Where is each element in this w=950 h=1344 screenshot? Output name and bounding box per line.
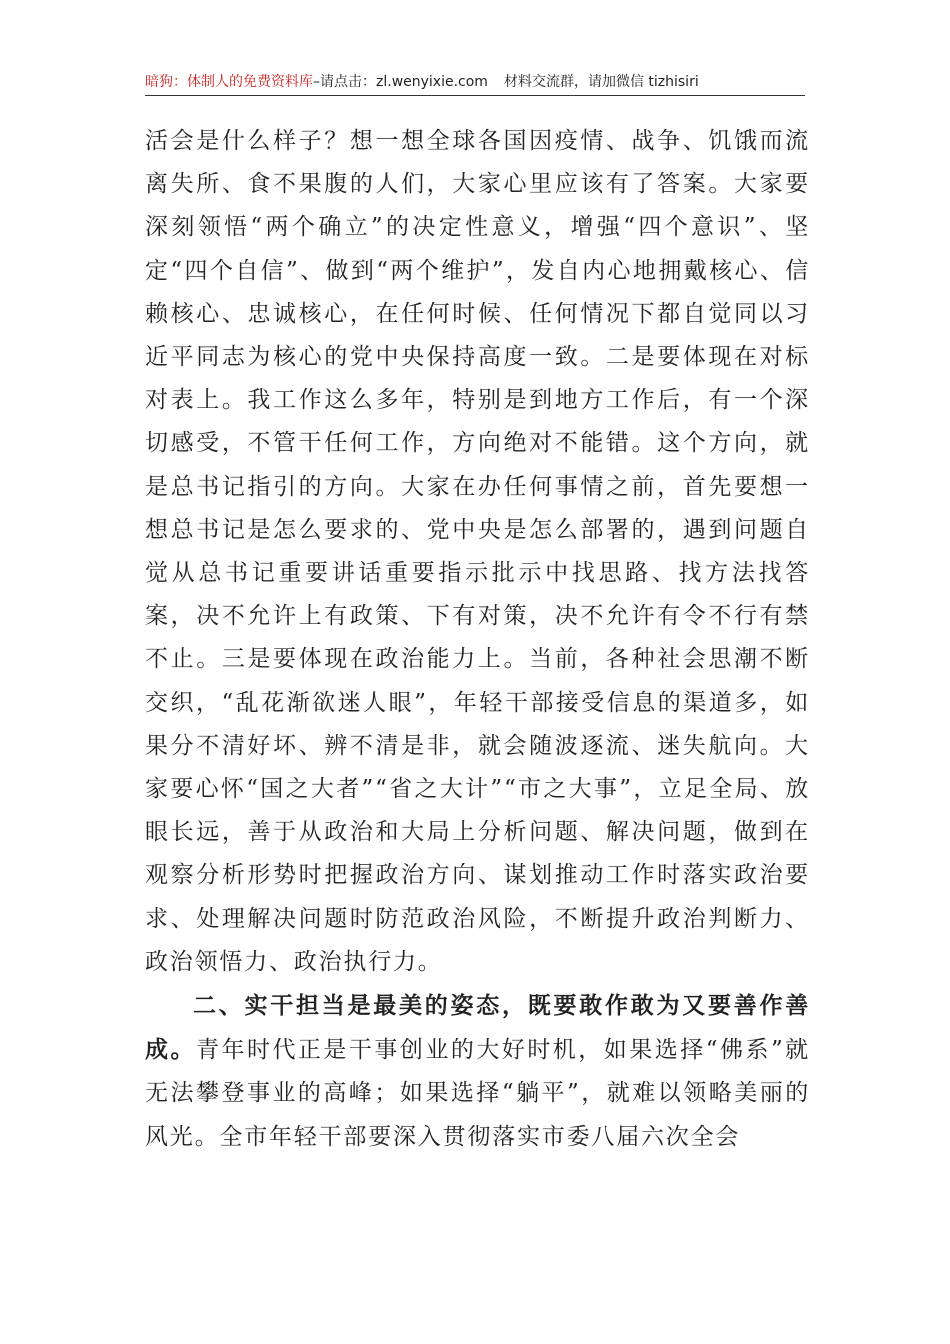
section-2-text: 青年时代正是干事创业的大好时机，如果选择“佛系”就无法攀登事业的高峰；如果选择“躺平”，就难以领略美丽的风光。全市年轻干部要深入贯彻落实市委八届六次全会 <box>145 1037 810 1150</box>
header-divider <box>145 95 805 96</box>
header-group-text: 材料交流群，请加微信 tizhisiri <box>503 74 699 90</box>
paragraph-1: 活会是什么样子？想一想全球各国因疫情、战争、饥饿而流离失所、食不果腹的人们，大家心里应该有了答案。大家要深刻领悟“两个确立”的决定性意义，增强“四个意识”、坚定“四个自信”、做到“两个维护”，发自内心地拥戴核心、信赖核心、忠诚核心，在任何时候、任何情况下都自觉同以习近平同志为核心的党中央保持高度一致。二是要体现在对标对表上。我工作这么多年，特别是到地方工作后，有一个深切感受，不管干任何工作，方向绝对不能错。这个方向，就是总书记指引的方向。大家在办任何事情之前，首先要想一想总书记是怎么要求的、党中央是怎么部署的，遇到问题自觉从总书记重要讲话重要指示批示中找思路、找方法找答案，决不允许上有政策、下有对策，决不允许有令不行有禁不止。三是要体现在政治能力上。当前，各种社会思潮不断交织，“乱花渐欲迷人眼”，年轻干部接受信息的渠道多，如果分不清好坏、辨不清是非，就会随波逐流、迷失航向。大家要心怀“国之大者”“省之大计”“市之大事”，立足全局、放眼长远，善于从政治和大局上分析问题、解决问题，做到在观察分析形势时把握政治方向、谋划推动工作时落实政治要求、处理解决问题时防范政治风险，不断提升政治判断力、政治领悟力、政治执行力。 <box>145 128 810 975</box>
header-link[interactable]: zl.wenyixie.com <box>376 74 488 90</box>
section-2-heading: 二、实干担当是最美的姿态，既要敢作敢为又要善作善成。 <box>145 992 810 1064</box>
header-brand: 暗狗：体制人的免费资料库 <box>145 74 313 90</box>
paragraph-2 <box>145 984 810 1159</box>
header-prompt: –请点击： <box>313 74 376 90</box>
document-body <box>145 120 810 1159</box>
page-header <box>145 70 805 94</box>
